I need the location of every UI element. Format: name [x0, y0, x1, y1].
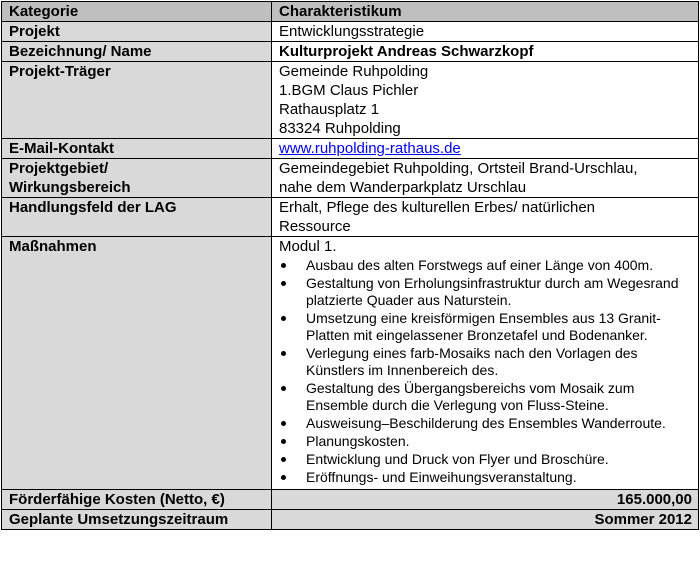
value-kosten: 165.000,00 [272, 490, 699, 510]
row-email [2, 139, 699, 159]
label-email: E-Mail-Kontakt [2, 139, 272, 159]
value-traeger [272, 62, 699, 139]
value-handlungsfeld [272, 198, 699, 237]
massnahmen-intro: Modul 1. [279, 238, 337, 255]
list-item-text: Gestaltung des Übergangsbereichs vom Mosaik zum Ensemble durch die Verlegung von Fluss-Steine. [306, 380, 635, 413]
value-zeitraum: Sommer 2012 [272, 510, 699, 530]
list-item [279, 415, 692, 432]
traeger-line: Gemeinde Ruhpolding [279, 63, 429, 80]
list-item-text: Ausweisung–Beschilderung des Ensembles Wanderroute. [306, 415, 666, 431]
bullet-icon [281, 475, 286, 480]
bullet-icon [281, 421, 286, 426]
label-handlungsfeld: Handlungsfeld der LAG [2, 198, 272, 237]
header-kategorie: Kategorie [2, 2, 272, 22]
list-item [279, 380, 692, 414]
list-item [279, 310, 692, 344]
label-zeitraum: Geplante Umsetzungszeitraum [2, 510, 272, 530]
row-traeger [2, 62, 699, 139]
label-bezeichnung: Bezeichnung/ Name [2, 42, 272, 62]
value-bezeichnung: Kulturprojekt Andreas Schwarzkopf [272, 42, 699, 62]
row-kosten [2, 490, 699, 510]
list-item-text: Eröffnungs- und Einweihungsveranstaltung. [306, 469, 577, 485]
traeger-line: Rathausplatz 1 [279, 101, 380, 118]
row-projekt [2, 22, 699, 42]
value-massnahmen [272, 237, 699, 490]
traeger-line: 1.BGM Claus Pichler [279, 82, 419, 99]
bullet-icon [281, 386, 286, 391]
label-traeger: Projekt-Träger [2, 62, 272, 139]
label-massnahmen: Maßnahmen [2, 237, 272, 490]
value-email [272, 139, 699, 159]
row-bezeichnung [2, 42, 699, 62]
gebiet-label-line: Wirkungsbereich [9, 179, 131, 196]
bullet-icon [281, 351, 286, 356]
bullet-icon [281, 263, 286, 268]
bullet-icon [281, 281, 286, 286]
list-item [279, 257, 692, 274]
project-table [1, 1, 699, 530]
list-item [279, 451, 692, 468]
row-handlungsfeld [2, 198, 699, 237]
handlungsfeld-line: Ressource [279, 218, 351, 235]
list-item [279, 433, 692, 450]
bullet-icon [281, 457, 286, 462]
value-projekt: Entwicklungsstrategie [272, 22, 699, 42]
website-link[interactable]: www.ruhpolding-rathaus.de [279, 140, 461, 157]
gebiet-label-line: Projektgebiet/ [9, 160, 109, 177]
gebiet-line: nahe dem Wanderparkplatz Urschlau [279, 179, 527, 196]
list-item-text: Entwicklung und Druck von Flyer und Broschüre. [306, 451, 609, 467]
list-item [279, 275, 692, 309]
label-kosten: Förderfähige Kosten (Netto, €) [2, 490, 272, 510]
header-charakteristikum: Charakteristikum [272, 2, 699, 22]
list-item [279, 345, 692, 379]
list-item-text: Umsetzung eine kreisförmigen Ensembles aus 13 Granit-Platten mit eingelassener Bronzetafel und Bodenanker. [306, 310, 661, 343]
gebiet-line: Gemeindegebiet Ruhpolding, Ortsteil Brand-Urschlau, [279, 160, 638, 177]
label-projekt: Projekt [2, 22, 272, 42]
row-gebiet [2, 159, 699, 198]
massnahmen-list [279, 257, 692, 486]
list-item-text: Verlegung eines farb-Mosaiks nach den Vorlagen des Künstlers im Innenbereich des. [306, 345, 638, 378]
list-item [279, 469, 692, 486]
table-header-row [2, 2, 699, 22]
row-zeitraum [2, 510, 699, 530]
handlungsfeld-line: Erhalt, Pflege des kulturellen Erbes/ natürlichen [279, 199, 596, 216]
label-gebiet [2, 159, 272, 198]
traeger-line: 83324 Ruhpolding [279, 120, 401, 137]
value-gebiet [272, 159, 699, 198]
list-item-text: Gestaltung von Erholungsinfrastruktur durch am Wegesrand platzierte Quader aus Naturstein. [306, 275, 679, 308]
row-massnahmen [2, 237, 699, 490]
list-item-text: Planungskosten. [306, 433, 410, 449]
bullet-icon [281, 316, 286, 321]
bullet-icon [281, 439, 286, 444]
list-item-text: Ausbau des alten Forstwegs auf einer Länge von 400m. [306, 257, 654, 273]
